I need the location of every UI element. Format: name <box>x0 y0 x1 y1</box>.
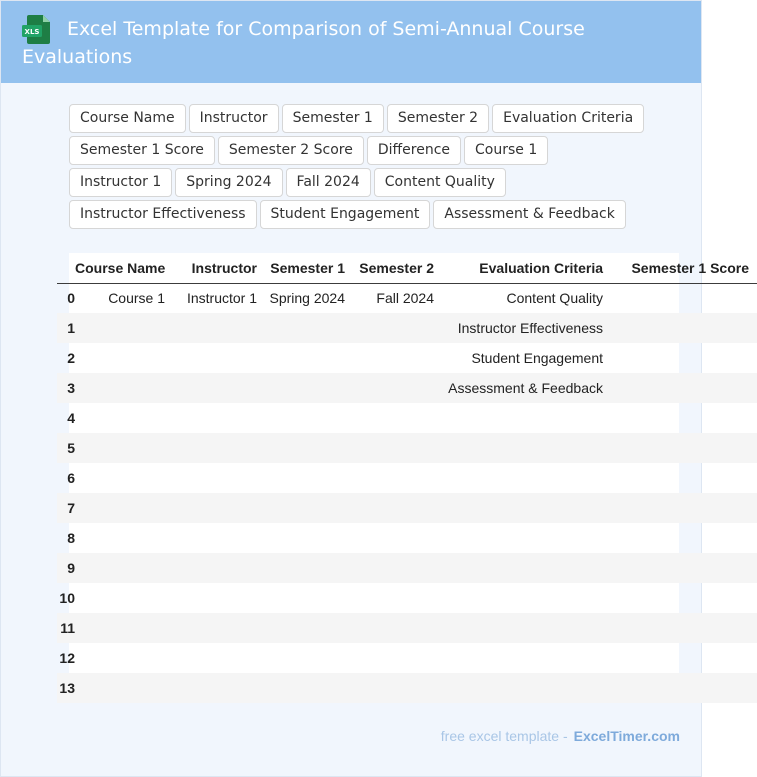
table-cell: Instructor Effectiveness <box>442 313 611 343</box>
table-cell: Course 1 <box>108 290 165 307</box>
table-row <box>57 673 757 703</box>
row-index: 1 <box>57 313 75 343</box>
row-index: 5 <box>57 433 75 463</box>
row-index: 4 <box>67 410 75 426</box>
table-cell: Assessment & Feedback <box>442 373 611 403</box>
table-cell <box>265 433 353 463</box>
table-cell <box>75 313 173 343</box>
column-tag-list <box>69 104 649 229</box>
index-header <box>57 253 75 283</box>
row-index: 3 <box>57 373 75 403</box>
table-row <box>57 553 757 583</box>
table-cell <box>265 373 353 403</box>
table-body <box>57 283 757 703</box>
table-cell <box>611 433 757 463</box>
table-cell <box>353 313 442 343</box>
column-tag: Instructor 1 <box>69 168 172 197</box>
table-cell <box>265 493 353 523</box>
table-cell <box>265 403 353 433</box>
row-index: 2 <box>67 350 75 366</box>
table-cell <box>75 673 173 703</box>
column-tag: Instructor Effectiveness <box>69 200 257 229</box>
table-cell: Content Quality <box>506 290 603 307</box>
table-cell <box>442 403 611 433</box>
table-cell <box>353 643 442 673</box>
row-index: 8 <box>67 530 75 546</box>
table-cell <box>173 373 265 403</box>
footer-credit <box>441 728 680 744</box>
row-index: 6 <box>67 470 75 486</box>
table-header-row <box>57 253 757 283</box>
table-cell: Student Engagement <box>471 350 603 366</box>
table-cell <box>265 553 353 583</box>
table-cell: Spring 2024 <box>269 290 345 307</box>
column-tag: Spring 2024 <box>175 168 282 197</box>
table-row <box>57 313 757 343</box>
column-header: Evaluation Criteria <box>442 253 611 283</box>
column-tag: Student Engagement <box>260 200 431 229</box>
column-tag: Difference <box>367 136 461 165</box>
table-cell <box>75 343 173 373</box>
column-tag: Semester 2 <box>387 104 489 133</box>
table-cell <box>442 613 611 643</box>
table-cell <box>611 313 757 343</box>
table-row <box>57 433 757 463</box>
table-cell <box>173 523 265 553</box>
table-cell <box>353 583 442 613</box>
table-cell: Instructor 1 <box>186 290 257 307</box>
table-row <box>57 463 757 493</box>
column-header: Course Name <box>75 253 173 283</box>
row-index: 0 <box>67 290 75 307</box>
table-cell <box>611 283 757 313</box>
table-cell <box>173 493 265 523</box>
column-tag: Content Quality <box>374 168 506 197</box>
table-cell <box>353 673 442 703</box>
table-cell <box>353 373 442 403</box>
table-cell <box>353 493 442 523</box>
table-cell <box>442 493 611 523</box>
table-cell: Fall 2024 <box>376 290 434 307</box>
table-cell <box>265 613 353 643</box>
table-cell <box>173 613 265 643</box>
table-cell <box>75 583 173 613</box>
column-header: Instructor <box>173 253 265 283</box>
table-cell <box>265 583 353 613</box>
column-header: Semester 1 Score <box>611 253 757 283</box>
table-cell <box>265 523 353 553</box>
table-cell <box>611 493 757 523</box>
footer-brand-link[interactable]: ExcelTimer.com <box>573 728 680 744</box>
table-cell <box>442 643 611 673</box>
table-cell <box>611 463 757 493</box>
table-cell <box>173 343 265 373</box>
table-row <box>57 523 757 553</box>
footer-prefix: free excel template - <box>440 728 568 744</box>
table-row <box>57 493 757 523</box>
column-tag: Semester 1 Score <box>69 136 215 165</box>
table-row <box>57 643 757 673</box>
data-table <box>57 253 757 703</box>
table-row <box>57 283 757 313</box>
table-cell <box>353 523 442 553</box>
column-tag: Assessment & Feedback <box>433 200 625 229</box>
table-cell <box>442 673 611 703</box>
table-cell <box>173 673 265 703</box>
table-row <box>57 583 757 613</box>
column-header: Semester 2 <box>353 253 442 283</box>
table-cell <box>353 553 442 583</box>
table-cell <box>442 553 611 583</box>
table-cell <box>611 643 757 673</box>
table-cell <box>75 463 173 493</box>
table-cell <box>611 613 757 643</box>
table-cell <box>353 463 442 493</box>
table-cell <box>611 403 757 433</box>
column-tag: Course 1 <box>464 136 548 165</box>
table-cell <box>611 373 757 403</box>
table-cell <box>265 673 353 703</box>
table-cell <box>442 463 611 493</box>
table-cell <box>173 583 265 613</box>
row-index: 7 <box>57 493 75 523</box>
table-cell <box>611 673 757 703</box>
data-table-container[interactable] <box>59 253 749 703</box>
table-cell <box>353 433 442 463</box>
row-index: 12 <box>59 650 75 666</box>
row-index: 10 <box>59 590 75 606</box>
table-cell <box>611 523 757 553</box>
table-row <box>57 613 757 643</box>
column-tag: Semester 1 <box>282 104 384 133</box>
column-tag: Fall 2024 <box>286 168 371 197</box>
table-cell <box>75 493 173 523</box>
table-cell <box>173 463 265 493</box>
table-cell <box>611 553 757 583</box>
table-cell <box>265 463 353 493</box>
table-cell <box>265 343 353 373</box>
table-cell <box>75 373 173 403</box>
table-cell <box>173 553 265 583</box>
table-cell <box>75 523 173 553</box>
row-index: 13 <box>57 673 75 703</box>
table-cell <box>442 523 611 553</box>
header-bar <box>1 1 701 83</box>
table-cell <box>611 583 757 613</box>
table-cell <box>265 643 353 673</box>
table-cell <box>173 403 265 433</box>
row-index: 11 <box>57 613 75 643</box>
table-row <box>57 343 757 373</box>
table-row <box>57 403 757 433</box>
column-tag: Semester 2 Score <box>218 136 364 165</box>
column-tag: Instructor <box>189 104 279 133</box>
row-index: 9 <box>57 553 75 583</box>
table-cell <box>442 583 611 613</box>
column-tag: Evaluation Criteria <box>492 104 644 133</box>
table-cell <box>611 343 757 373</box>
table-cell <box>75 403 173 433</box>
table-cell <box>442 433 611 463</box>
table-cell <box>75 613 173 643</box>
table-cell <box>173 643 265 673</box>
table-cell <box>75 643 173 673</box>
table-cell <box>173 433 265 463</box>
table-cell <box>353 343 442 373</box>
table-cell <box>265 313 353 343</box>
column-header: Semester 1 <box>265 253 353 283</box>
column-tag: Course Name <box>69 104 186 133</box>
table-cell <box>353 613 442 643</box>
table-cell <box>173 313 265 343</box>
table-cell <box>75 553 173 583</box>
table-cell <box>353 403 442 433</box>
page-title: Excel Template for Comparison of Semi-Annual Course Evaluations <box>22 18 585 68</box>
xls-icon-label: XLS <box>24 28 40 36</box>
table-row <box>57 373 757 403</box>
table-cell <box>75 433 173 463</box>
